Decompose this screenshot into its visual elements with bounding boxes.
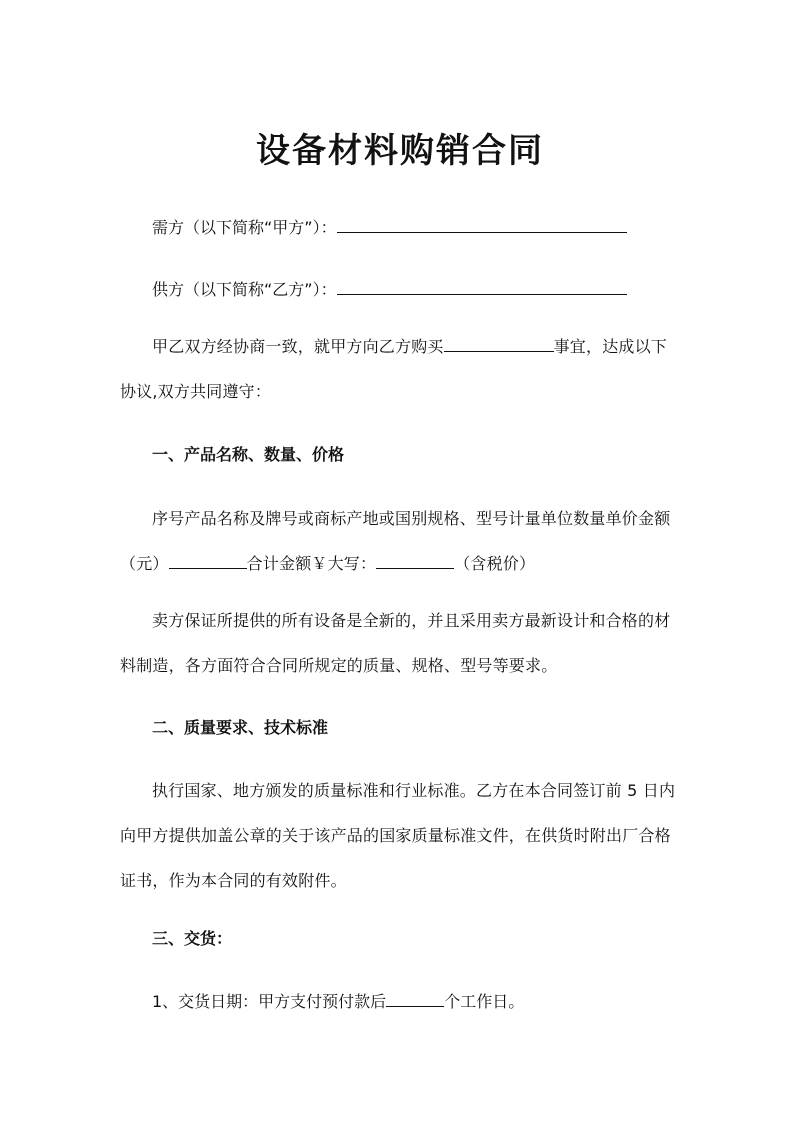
party-b-blank[interactable]: [337, 276, 627, 295]
delivery-date-suffix: 个工作日。: [444, 992, 525, 1011]
product-table-line: [120, 496, 676, 586]
intro-before-blank: 甲乙双方经协商一致，就甲方向乙方购买: [152, 337, 444, 356]
section-1-heading: 一、产品名称、数量、价格: [152, 445, 345, 464]
total-amount-label: 合计金额￥大写：: [246, 554, 377, 573]
amount-blank[interactable]: [169, 550, 247, 569]
delivery-days-blank[interactable]: [386, 988, 444, 1007]
tax-included-note: （含税价）: [454, 554, 536, 573]
table-columns-text: 序号产品名称及牌号或商标产地或国别规格、型号计量单位数量单价金额（元）: [120, 509, 671, 573]
quality-guarantee-paragraph: 卖方保证所提供的所有设备是全新的，并且采用卖方最新设计和合格的材料制造，各方面符合合同所规定的质量、规格、型号等要求。: [120, 611, 671, 675]
intro-paragraph: [120, 324, 676, 414]
intro-after-blank: 事宜，达成以下协议,双方共同遵守：: [120, 337, 668, 401]
section-3-heading: 三、交货：: [152, 929, 233, 948]
quality-standard-paragraph: 执行国家、地方颁发的质量标准和行业标准。乙方在本合同签订前 5 日内向甲方提供加盖公章的关于该产品的国家质量标准文件，在供货时附出厂合格证书，作为本合同的有效附件。: [120, 781, 676, 890]
total-amount-blank[interactable]: [376, 550, 454, 569]
delivery-date-line: [152, 988, 524, 1014]
document-title: 设备材料购销合同: [256, 131, 544, 171]
party-a-line: [152, 214, 627, 240]
delivery-date-label: 1、交货日期：甲方支付预付款后: [152, 992, 387, 1011]
party-b-label: 供方（以下简称“乙方”）：: [152, 280, 337, 299]
party-b-line: [152, 276, 627, 302]
section-2-heading: 二、质量要求、技术标准: [152, 718, 329, 737]
party-a-label: 需方（以下简称“甲方”）：: [152, 218, 337, 237]
party-a-blank[interactable]: [337, 214, 627, 233]
purchase-item-blank[interactable]: [444, 333, 554, 352]
